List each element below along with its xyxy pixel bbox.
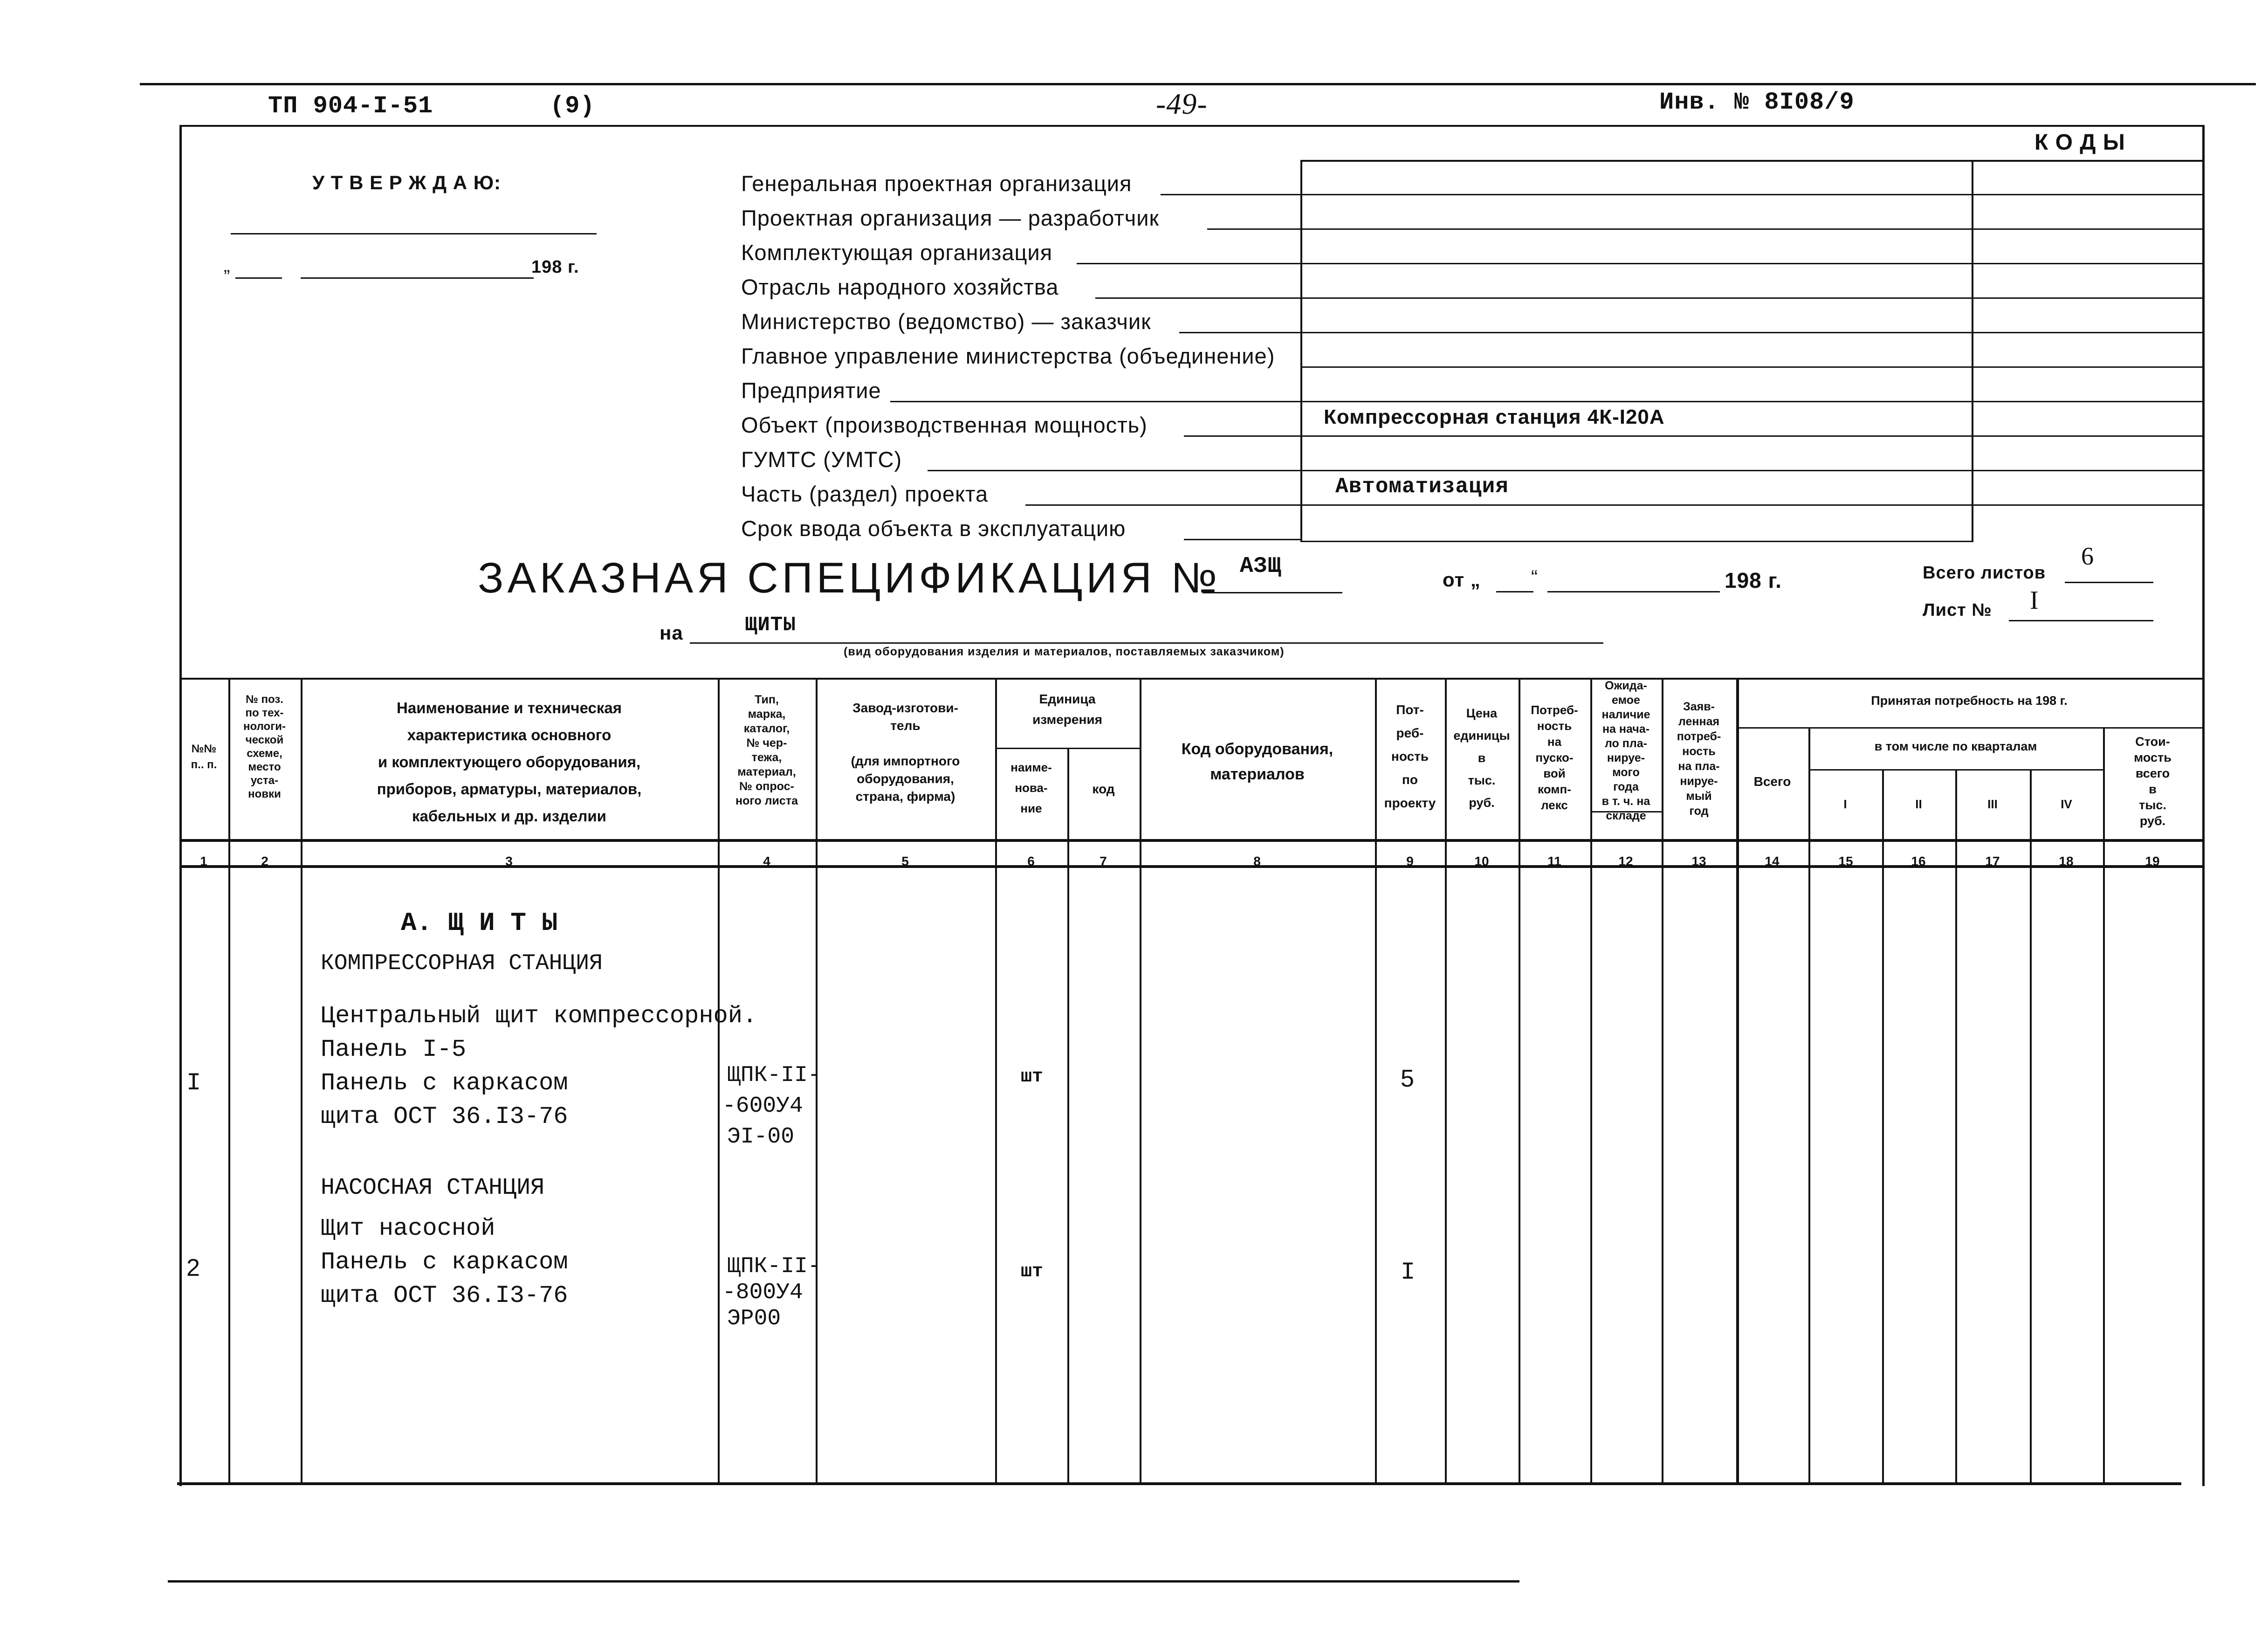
org-line-3 (1095, 297, 1300, 299)
colnum-9: 9 (1406, 854, 1414, 868)
table-top (179, 678, 2202, 680)
bottom-rule (168, 1580, 1519, 1583)
codes-rule-11 (1300, 541, 1972, 542)
org-label-gumts: ГУМТС (УМТС) (741, 447, 902, 472)
approval-day-line (235, 277, 282, 279)
colnum-11: 11 (1547, 854, 1561, 868)
org-line-9 (1025, 504, 1300, 506)
row-2-unit: шт (1021, 1261, 1044, 1282)
total-sheets-value: 6 (2081, 542, 2094, 570)
org-line-8 (928, 470, 1300, 471)
quarters-header-rule (1808, 769, 2103, 771)
spec-subject-line (690, 642, 1603, 644)
header-q1: I (1843, 797, 1847, 811)
unit-header-rule (995, 748, 1140, 749)
row-1-unit: шт (1021, 1067, 1044, 1088)
org-label-part: Часть (раздел) проекта (741, 482, 989, 506)
org-line-2 (1077, 263, 1300, 264)
spec-date-from: от „ (1443, 569, 1481, 591)
frame-top (179, 125, 2202, 127)
codes-rule-9 (1300, 470, 2202, 471)
frame-left (179, 125, 182, 1486)
colnum-4: 4 (763, 854, 770, 868)
spec-date-quote: “ (1531, 566, 1538, 588)
org-line-6 (890, 401, 1300, 402)
sheet-value: I (2030, 586, 2039, 615)
header-q4: IV (2061, 797, 2072, 811)
col-line-7 (1140, 678, 1141, 1482)
spec-day-line (1496, 591, 1533, 592)
col-line-18 (2103, 727, 2105, 1482)
header-unit: Единица измерения (1032, 692, 1102, 727)
approval-signature-line (231, 233, 597, 234)
spec-number: АЗЩ (1240, 554, 1282, 579)
header-type: Тип, марка, каталог, № чер- тежа, материал, № опрос- ного листа (735, 693, 798, 807)
header-q2: II (1915, 797, 1922, 811)
spec-subject-note: (вид оборудования изделия и материалов, поставляемых заказчиком) (844, 645, 1285, 658)
row-2-num: 2 (186, 1254, 200, 1281)
colnum-8: 8 (1253, 854, 1261, 868)
accepted-header-rule (1736, 727, 2202, 729)
colnum-17: 17 (1985, 854, 2000, 868)
row-1-name-3: Панель с каркасом (321, 1069, 568, 1097)
spec-on-label: на (660, 622, 683, 644)
row-1-type-1: ЩПК-II- (727, 1063, 821, 1088)
org-label-enterprise: Предприятие (741, 378, 881, 403)
col-line-13 (1736, 678, 1739, 1482)
header-quarters: в том числе по кварталам (1874, 739, 2037, 753)
colnum-13: 13 (1691, 854, 1706, 868)
org-label-object: Объект (производственная мощность) (741, 413, 1148, 437)
colnum-1: 1 (200, 854, 207, 868)
col-line-14 (1808, 727, 1810, 1482)
approval-month-line (301, 277, 534, 279)
colnum-18: 18 (2059, 854, 2074, 868)
colnum-19: 19 (2145, 854, 2160, 868)
header-unit-name: наиме- нова- ние (1010, 760, 1052, 815)
colnum-6: 6 (1027, 854, 1035, 868)
top-rule (140, 83, 2256, 85)
sheet-line (2009, 620, 2153, 621)
codes-divider (1972, 160, 1973, 542)
row-1-name-4: щита ОСТ 36.I3-76 (321, 1103, 568, 1130)
org-label-main-dept: Главное управление министерства (объединение) (741, 344, 1275, 368)
org-label-branch: Отрасль народного хозяйства (741, 275, 1059, 299)
object-value: Компрессорная станция 4К-I20А (1324, 406, 1665, 428)
table-colnum-bottom (179, 865, 2202, 868)
org-line-4 (1179, 332, 1300, 333)
row-2-type-3: ЭР00 (727, 1306, 781, 1331)
row-1-type-3: ЭI-00 (727, 1124, 795, 1150)
col-line-15 (1882, 769, 1884, 1482)
approval-title: У Т В Е Р Ж Д А Ю: (312, 172, 502, 193)
header-expected-stock: Ожида- емое наличие на нача- ло пла- нируе- мого года в т. ч. на складе (1601, 679, 1650, 822)
tp-code: ТП 904-I-51 (268, 92, 433, 120)
row-2-type-1: ЩПК-II- (727, 1254, 821, 1279)
row-1-type-2: -600У4 (722, 1094, 803, 1119)
header-position: № поз. по тех- нологи- ческой схеме, место уста- новки (243, 693, 286, 800)
spec-title: ЗАКАЗНАЯ СПЕЦИФИКАЦИЯ № (478, 554, 1221, 602)
total-sheets-label: Всего листов (1923, 563, 2046, 583)
colnum-14: 14 (1765, 854, 1780, 868)
row-2-qty: I (1401, 1259, 1416, 1286)
header-cost: Стои- мость всего в тыс. руб. (2134, 735, 2172, 828)
col-line-17 (2030, 769, 2032, 1482)
row-2-name-3: щита ОСТ 36.I3-76 (321, 1282, 568, 1309)
row-2-name-1: Щит насосной (321, 1215, 495, 1242)
header-unit-price: Цена единицы в тыс. руб. (1453, 706, 1510, 810)
colnum-15: 15 (1838, 854, 1853, 868)
header-equipment-code: Код оборудования, материалов (1181, 740, 1333, 783)
section-compressor-heading: КОМПРЕССОРНАЯ СТАНЦИЯ (321, 951, 603, 976)
header-q3: III (1987, 797, 1998, 811)
volume: (9) (550, 92, 595, 120)
colnum-16: 16 (1911, 854, 1926, 868)
codes-title-rule (1300, 160, 2202, 162)
part-value: Автоматизация (1335, 475, 1509, 499)
approval-year: 198 г. (531, 257, 579, 277)
table-bottom (177, 1482, 2181, 1485)
row-1-num: I (186, 1069, 201, 1097)
org-label-complete: Комплектующая организация (741, 240, 1053, 265)
codes-left (1300, 160, 1302, 542)
page-number: -49- (1156, 87, 1208, 120)
codes-rule-6 (1300, 366, 2202, 368)
row-1-name-1: Центральный щит компрессорной. (321, 1002, 757, 1030)
row-1-name-2: Панель I-5 (321, 1036, 467, 1063)
org-line-1 (1207, 228, 1300, 230)
codes-rule-10 (1300, 504, 2202, 506)
org-line-7 (1184, 435, 1300, 437)
table-header-bottom (179, 839, 2202, 842)
row-1-qty: 5 (1401, 1065, 1414, 1092)
total-sheets-line (2065, 582, 2153, 583)
org-line-10 (1184, 539, 1300, 540)
colnum-3: 3 (505, 854, 513, 868)
colnum-5: 5 (901, 854, 909, 868)
codes-title: К О Д Ы (2034, 130, 2125, 155)
header-manufacturer: Завод-изготови- тель (для импортного оборудования, страна, фирма) (851, 701, 960, 804)
codes-rule-4 (1300, 297, 2202, 299)
spec-month-line (1547, 591, 1720, 592)
row-2-type-2: -800У4 (722, 1280, 803, 1305)
codes-rule-3 (1300, 263, 2202, 264)
approval-date-prefix: „ (224, 255, 231, 276)
codes-rule-1 (1300, 194, 2202, 195)
org-label-deadline: Срок ввода объекта в эксплуатацию (741, 516, 1126, 541)
spec-number-line (1203, 592, 1342, 593)
section-a-heading: А. Щ И Т Ы (401, 908, 558, 938)
col-line-16 (1955, 769, 1957, 1482)
col-line-6 (1067, 748, 1069, 1482)
header-declared-need: Заяв- ленная потреб- ность на пла- нируе- мый год (1677, 700, 1721, 818)
frame-right (2202, 125, 2205, 1486)
colnum-12: 12 (1618, 854, 1633, 868)
colnum-10: 10 (1474, 854, 1489, 868)
org-label-general: Генеральная проектная организация (741, 171, 1132, 196)
sheet-label: Лист № (1923, 600, 1992, 620)
spec-year: 198 г. (1725, 568, 1782, 592)
header-need-project: Пот- реб- ность по проекту (1384, 702, 1436, 810)
section-pump-heading: НАСОСНАЯ СТАНЦИЯ (321, 1175, 545, 1201)
codes-rule-8 (1300, 435, 2202, 437)
spec-subject: ЩИТЫ (745, 613, 796, 637)
codes-rule-5 (1300, 332, 2202, 333)
colnum-7: 7 (1100, 854, 1107, 868)
header-accepted: Принятая потребность на 198 г. (1871, 694, 2068, 708)
row-2-name-2: Панель с каркасом (321, 1248, 568, 1276)
header-name: Наименование и техническая характеристика основного и комплектующего оборудования, приборов, арматуры, материалов, кабельных и др. изделии (377, 699, 642, 825)
header-total: Всего (1753, 774, 1791, 789)
inventory-number: Инв. № 8I08/9 (1659, 89, 1855, 116)
org-label-designer: Проектная организация — разработчик (741, 206, 1160, 230)
header-unit-code: код (1092, 782, 1115, 796)
org-line-0 (1161, 194, 1300, 195)
colnum-2: 2 (261, 854, 268, 868)
org-label-ministry: Министерство (ведомство) — заказчик (741, 309, 1151, 334)
header-num: №№ п.. п. (191, 743, 217, 771)
codes-rule-7 (1300, 401, 2202, 402)
header-startup-need: Потреб- ность на пуско- вой комп- лекс (1531, 703, 1578, 812)
codes-rule-2 (1300, 228, 2202, 230)
